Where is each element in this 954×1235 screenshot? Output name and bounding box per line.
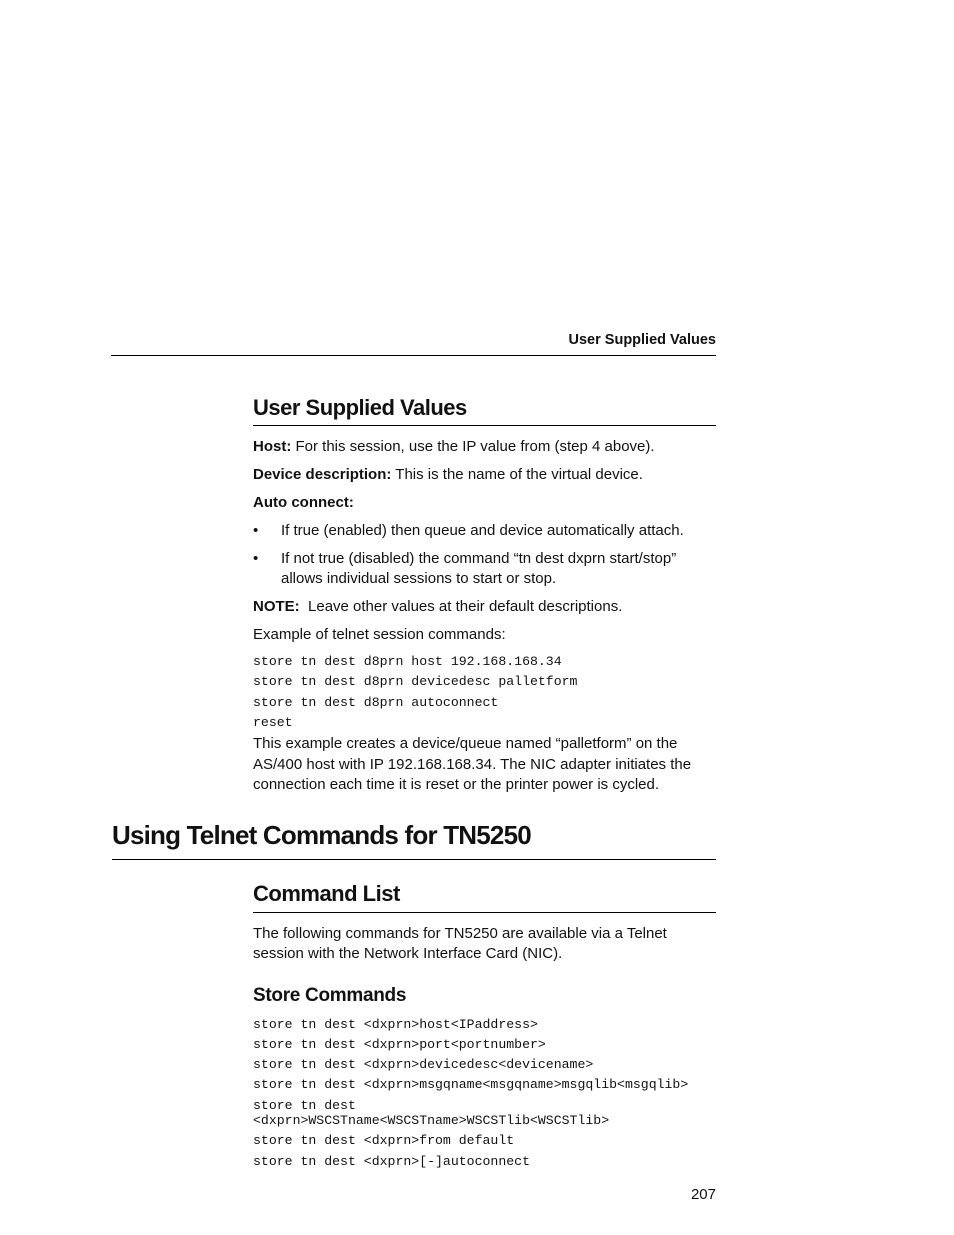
auto-connect-label: Auto connect: bbox=[253, 494, 354, 511]
host-paragraph bbox=[253, 437, 655, 457]
running-header-title: User Supplied Values bbox=[568, 332, 716, 348]
chapter-title: Using Telnet Commands for TN5250 bbox=[112, 820, 531, 850]
code-line: store tn dest d8prn autoconnect bbox=[253, 695, 499, 710]
code-line: store tn dest d8prn host 192.168.168.34 bbox=[253, 654, 562, 669]
store-command-line: store tn dest <dxprn>from default bbox=[253, 1133, 515, 1148]
bullet-marker: • bbox=[253, 522, 259, 539]
host-label: Host: bbox=[253, 438, 292, 455]
store-command-line: store tn dest bbox=[253, 1098, 356, 1113]
device-label: Device description: bbox=[253, 466, 392, 483]
bullet-item: If true (enabled) then queue and device automatically attach. bbox=[281, 522, 684, 539]
store-command-line: store tn dest <dxprn>port<portnumber> bbox=[253, 1037, 546, 1052]
store-commands-title: Store Commands bbox=[253, 985, 407, 1006]
chapter-rule bbox=[112, 859, 716, 860]
note-text: Leave other values at their default descriptions. bbox=[308, 598, 623, 615]
note-label: NOTE: bbox=[253, 598, 300, 615]
page-number: 207 bbox=[690, 1186, 716, 1203]
bullet-item: If not true (disabled) the command “tn dest dxprn start/stop” bbox=[281, 550, 677, 567]
store-command-line: store tn dest <dxprn>host<IPaddress> bbox=[253, 1017, 538, 1032]
example-intro: Example of telnet session commands: bbox=[253, 626, 506, 643]
command-list-intro-line: session with the Network Interface Card (NIC). bbox=[253, 945, 563, 962]
device-text: This is the name of the virtual device. bbox=[395, 466, 643, 483]
section-rule bbox=[253, 425, 716, 426]
explanation-line: This example creates a device/queue named “palletform” on the bbox=[253, 735, 678, 752]
command-list-intro-line: The following commands for TN5250 are available via a Telnet bbox=[253, 925, 667, 942]
store-command-line: store tn dest <dxprn>[-]autoconnect bbox=[253, 1154, 530, 1169]
subsection-rule bbox=[253, 912, 716, 913]
explanation-line: connection each time it is reset or the printer power is cycled. bbox=[253, 776, 660, 793]
bullet-item-continued: allows individual sessions to start or stop. bbox=[281, 570, 557, 587]
section-title-user-supplied-values: User Supplied Values bbox=[253, 395, 467, 420]
device-description-paragraph bbox=[253, 465, 643, 485]
store-command-line-continued: <dxprn>WSCSTname<WSCSTname>WSCSTlib<WSCSTlib> bbox=[253, 1113, 610, 1128]
explanation-line: AS/400 host with IP 192.168.168.34. The NIC adapter initiates the bbox=[253, 756, 692, 773]
subsection-title-command-list: Command List bbox=[253, 881, 400, 906]
host-text: For this session, use the IP value from (step 4 above). bbox=[295, 438, 655, 455]
code-line: store tn dest d8prn devicedesc palletform bbox=[253, 674, 578, 689]
note-paragraph bbox=[253, 597, 622, 617]
store-command-line: store tn dest <dxprn>devicedesc<devicename> bbox=[253, 1057, 594, 1072]
code-line: reset bbox=[253, 715, 293, 730]
running-header bbox=[111, 330, 716, 356]
store-command-line: store tn dest <dxprn>msgqname<msgqname>msgqlib<msgqlib> bbox=[253, 1077, 689, 1092]
bullet-marker: • bbox=[253, 550, 259, 567]
